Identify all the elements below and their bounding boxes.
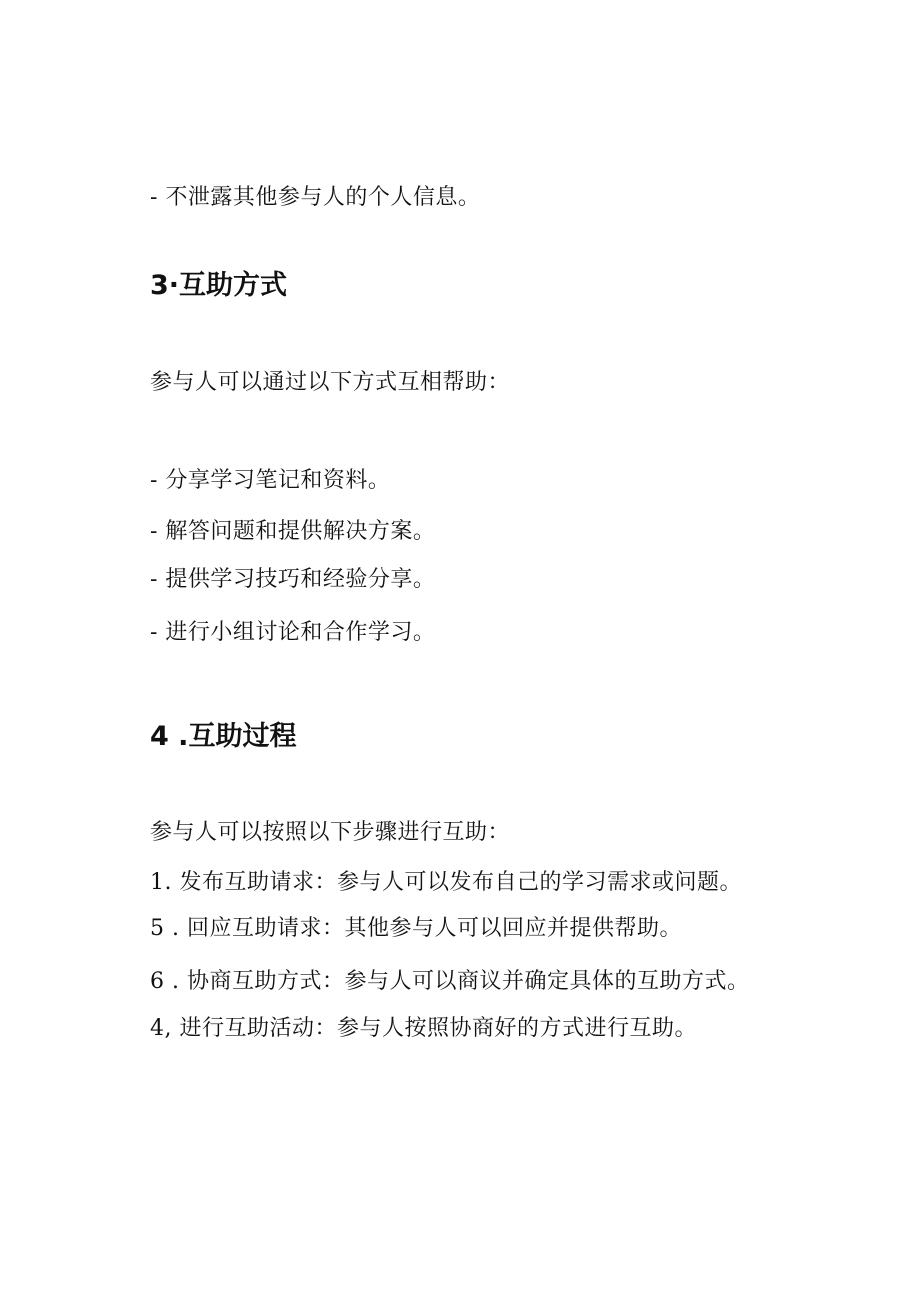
step-item: 5 . 回应互助请求：其他参与人可以回应并提供帮助。	[150, 916, 682, 941]
privacy-item: - 不泄露其他参与人的个人信息。	[150, 185, 481, 210]
section-4-heading: 4 .互助过程	[150, 721, 297, 752]
list-item: - 分享学习笔记和资料。	[150, 468, 391, 493]
step-item: 6 . 协商互助方式：参与人可以商议并确定具体的互助方式。	[150, 969, 750, 994]
list-item: - 解答问题和提供解决方案。	[150, 519, 436, 544]
step-item: 1. 发布互助请求：参与人可以发布自己的学习需求或问题。	[150, 870, 742, 895]
list-item: - 进行小组讨论和合作学习。	[150, 620, 436, 645]
section-3-intro: 参与人可以通过以下方式互相帮助：	[150, 370, 511, 395]
list-item: - 提供学习技巧和经验分享。	[150, 567, 436, 592]
section-4-intro: 参与人可以按照以下步骤进行互助：	[150, 820, 511, 845]
step-item: 4, 进行互助活动：参与人按照协商好的方式进行互助。	[150, 1016, 697, 1041]
section-3-heading: 3·互助方式	[150, 270, 288, 301]
